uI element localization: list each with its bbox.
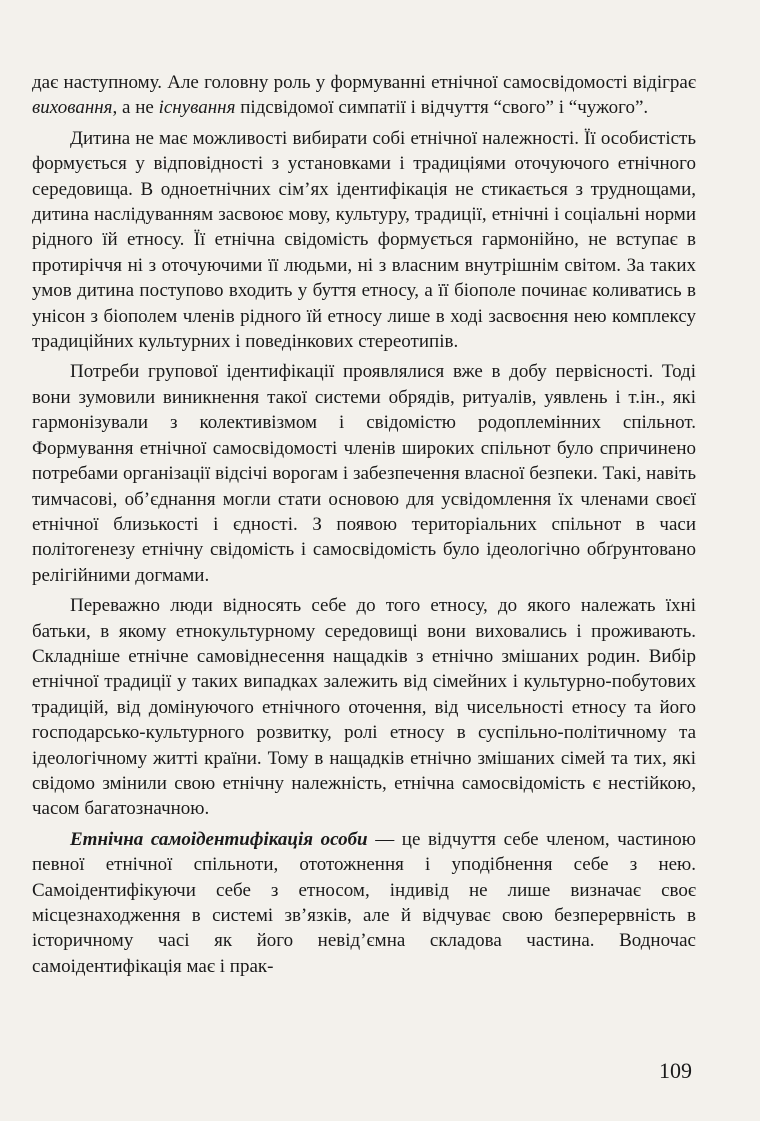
page-body [32,70,696,984]
body-text: Дитина не має можливості вибирати собі етнічної належності. Її особистість формується у відповідності з установками і традиціями оточуючого етнічного середовища. В одноетнічних сім’ях ідентифікація не стикається з труднощами, дитина наслідуванням засвоює мову, культуру, традиції, етнічні і соціальні норми рідного їй етносу. Її етнічна свідомість формується гармонійно, не вступає в протиріччя ні з оточуючими її людьми, ні з власним внутрішнім світом. За таких умов дитина поступово входить у буття етносу, а її біополе починає коливатись в унісон з біополем членів рідного їй етносу лише в ході засвоєння нею комплексу традиційних культурних і поведінкових стереотипів. [32,127,696,353]
paragraph-4 [32,593,696,822]
paragraph-5 [32,827,696,979]
body-text: підсвідомої симпатії і відчуття “свого” і “чужого”. [235,97,649,119]
paragraph-3 [32,359,696,588]
body-text: Потреби групової ідентифікації проявлялися вже в добу первісності. Тоді вони зумовили виникнення такої системи обрядів, ритуалів, уявлень і т.ін., які гармонізували з колективізмом і свідомістю родоплемінних спільнот. Формування етнічної самосвідомості членів широких спільнот було спричинено потребами організації відсічі ворогам і забезпечення власної безпеки. Такі, навіть тимчасові, об’єднання могли стати основою для усвідомлення їх членами своєї етнічної близькості і єдності. З появою територіальних спільнот в часи політогенезу етнічну свідомість і самосвідомість було ідеологічно обґрунтовано релігійними догмами. [32,361,696,586]
term-highlight: Етнічна самоідентифікація особи [70,828,368,850]
paragraph-1 [32,70,696,121]
emphasis-text: існування [158,97,236,119]
body-text: — це відчуття себе членом, частиною певної етнічної спільноти, ототожнення і уподібнення себе з нею. Самоідентифікуючи себе з етносом, індивід не лише визначає своє місцезнаходження в системі зв’язків, але й відчуває свою безперервність в історичному часі як його невід’ємна складова частина. Водночас самоідентифікація має і прак- [32,828,697,977]
paragraph-2 [32,126,696,355]
page-number: 109 [659,1058,692,1083]
body-text: дає наступному. Але головну роль у формуванні етнічної самосвідомості відіграє [32,72,696,93]
emphasis-text: виховання [32,97,113,119]
body-text: Переважно люди відносять себе до того етносу, до якого належать їхні батьки, в якому етнокультурному середовищі вони виховались і проживають. Складніше етнічне самовіднесення нащадків з етнічно змішаних родин. Вибір етнічної традиції у таких випадках залежить від сімейних і культурно-побутових традицій, від домінуючого етнічного оточення, від чисельності етносу та його господарсько-культурного розвитку, ролі етносу в суспільно-політичному та ідеологічному житті країни. Тому в нащадків етнічно змішаних сімей та тих, які свідомо змінили свою етнічну належність, етнічна самосвідомість є нестійкою, часом багатозначною. [32,595,696,820]
body-text: , а не [112,97,159,119]
